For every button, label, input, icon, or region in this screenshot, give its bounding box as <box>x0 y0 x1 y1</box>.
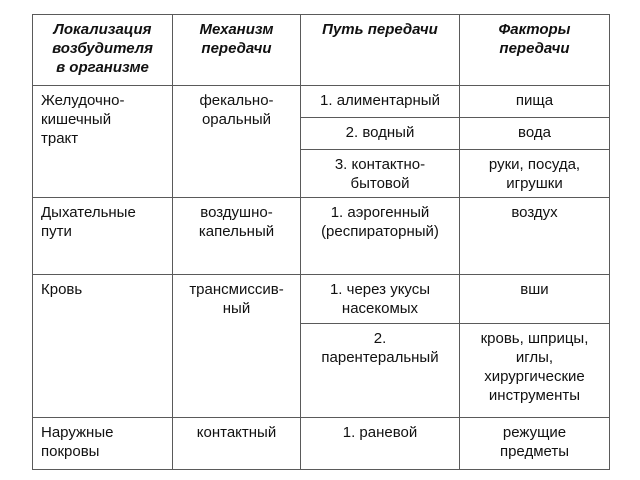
cell-mechanism: фекально- оральный <box>173 86 301 198</box>
cell-factors: руки, посуда, игрушки <box>460 150 610 198</box>
cell-factors: вода <box>460 118 610 150</box>
cell-route: 1. через укусы насекомых <box>301 275 460 324</box>
cell-route: 2. парентеральный <box>301 324 460 418</box>
table-row <box>33 86 610 118</box>
cell-factors: воздух <box>460 198 610 275</box>
header-route: Путь передачи <box>301 15 460 86</box>
header-factors: Факторы передачи <box>460 15 610 86</box>
cell-mechanism: трансмиссив- ный <box>173 275 301 418</box>
table-row <box>33 275 610 324</box>
cell-localization: Дыхательные пути <box>33 198 173 275</box>
cell-factors: кровь, шприцы, иглы, хирургические инструменты <box>460 324 610 418</box>
cell-mechanism: воздушно- капельный <box>173 198 301 275</box>
cell-localization: Желудочно- кишечный тракт <box>33 86 173 198</box>
cell-route: 1. аэрогенный (респираторный) <box>301 198 460 275</box>
table-row <box>33 198 610 275</box>
cell-route: 2. водный <box>301 118 460 150</box>
cell-route: 3. контактно- бытовой <box>301 150 460 198</box>
cell-mechanism: контактный <box>173 418 301 470</box>
cell-route: 1. раневой <box>301 418 460 470</box>
transmission-table <box>32 14 610 470</box>
table-row <box>33 418 610 470</box>
header-localization: Локализация возбудителя в организме <box>33 15 173 86</box>
cell-factors: вши <box>460 275 610 324</box>
cell-route: 1. алиментарный <box>301 86 460 118</box>
cell-factors: пища <box>460 86 610 118</box>
table-header-row <box>33 15 610 86</box>
cell-localization: Кровь <box>33 275 173 418</box>
cell-localization: Наружные покровы <box>33 418 173 470</box>
cell-factors: режущие предметы <box>460 418 610 470</box>
header-mechanism: Механизм передачи <box>173 15 301 86</box>
